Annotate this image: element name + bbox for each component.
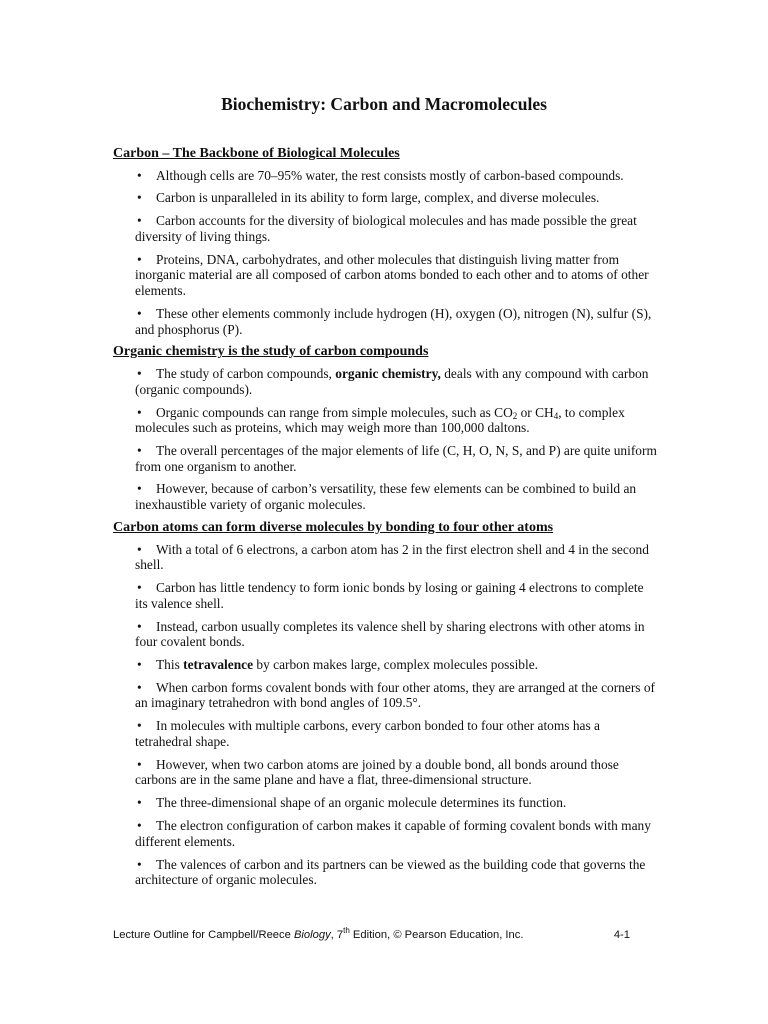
section-carbon-bonding <box>113 520 658 888</box>
section-heading: Carbon – The Backbone of Biological Molecules <box>113 146 400 161</box>
list-item <box>135 857 658 888</box>
bullet-icon: • <box>137 190 142 206</box>
bullet-text-post: , to complex molecules such as proteins, which may weigh more than 100,000 daltons. <box>135 404 625 436</box>
list-item <box>135 757 658 788</box>
list-item <box>135 168 658 184</box>
term-tetravalence: tetravalence <box>183 657 254 672</box>
bullet-icon: • <box>137 795 142 811</box>
list-item <box>135 190 658 206</box>
list-item <box>135 795 658 811</box>
bullet-text: However, because of carbon’s versatility, these few elements can be combined to build an inexhaustible variety of organic molecules. <box>135 481 637 513</box>
bullet-text: Instead, carbon usually completes its valence shell by sharing electrons with other atoms in four covalent bonds. <box>135 618 645 650</box>
list-item <box>135 252 658 299</box>
bullet-text: The electron configuration of carbon makes it capable of forming covalent bonds with many different elements. <box>135 818 651 849</box>
bullet-icon: • <box>137 679 142 695</box>
bullet-text: Carbon has little tendency to form ionic bonds by losing or gaining 4 electrons to complete its valence shell. <box>135 580 644 611</box>
bullet-icon: • <box>137 756 142 772</box>
bullet-text-post: by carbon makes large, complex molecules possible. <box>253 657 539 672</box>
section-heading: Carbon atoms can form diverse molecules by bonding to four other atoms <box>113 519 554 535</box>
list-item <box>135 306 658 337</box>
footer-text: Lecture Outline for Campbell/Reece <box>113 929 294 941</box>
list-item <box>135 443 658 474</box>
footer-citation <box>113 926 524 941</box>
bullet-text-pre: The study of carbon compounds, <box>156 366 336 382</box>
section-carbon-backbone <box>113 146 658 337</box>
bullet-icon: • <box>137 541 142 557</box>
bullet-text: When carbon forms covalent bonds with four other atoms, they are arranged at the corners of an imaginary tetrahedron with bond angles of 109.5°. <box>135 679 655 711</box>
footer-text: , 7 <box>330 929 344 941</box>
term-organic-chemistry: organic chemistry, <box>335 366 441 382</box>
bullet-text: However, when two carbon atoms are joined by a double bond, all bonds around those carbons are in the same plane and have a flat, three-dimensional structure. <box>135 756 619 788</box>
page-number: 4-1 <box>613 929 630 941</box>
bullet-text-pre: This <box>156 657 184 672</box>
bullet-text-mid: or CH <box>517 404 554 420</box>
list-item <box>135 619 658 650</box>
bullet-icon: • <box>137 580 142 596</box>
bullet-icon: • <box>137 481 142 497</box>
bullet-text: Carbon is unparalleled in its ability to form large, complex, and diverse molecules. <box>156 190 600 206</box>
list-item <box>135 366 658 397</box>
bullet-icon: • <box>137 818 142 834</box>
bullet-icon: • <box>137 856 142 872</box>
subscript: 4 <box>553 410 559 421</box>
bullet-icon: • <box>137 251 142 267</box>
bullet-icon: • <box>137 167 142 183</box>
footer-text: Edition, © Pearson Education, Inc. <box>349 929 524 941</box>
bullet-list <box>113 542 658 888</box>
bullet-list <box>113 168 658 338</box>
bullet-text: In molecules with multiple carbons, every carbon bonded to four other atoms has a tetrahedral shape. <box>135 718 600 749</box>
subscript: 2 <box>512 410 518 421</box>
superscript: th <box>343 926 350 935</box>
list-item <box>135 213 658 244</box>
bullet-icon: • <box>137 366 142 382</box>
list-item <box>135 657 658 673</box>
bullet-icon: • <box>137 213 142 229</box>
bullet-icon: • <box>137 657 142 672</box>
page-title: Biochemistry: Carbon and Macromolecules <box>221 94 547 114</box>
bullet-text: The overall percentages of the major elements of life (C, H, O, N, S, and P) are quite uniform from one organism to another. <box>135 442 657 474</box>
bullet-icon: • <box>137 718 142 734</box>
list-item <box>135 580 658 611</box>
bullet-text: Proteins, DNA, carbohydrates, and other molecules that distinguish living matter from inorganic material are all composed of carbon atoms bonded to each other and to atoms of other elements. <box>135 251 649 299</box>
list-item <box>135 818 658 849</box>
bullet-text: Although cells are 70–95% water, the rest consists mostly of carbon-based compounds. <box>156 167 624 183</box>
bullet-text: The valences of carbon and its partners can be viewed as the building code that governs the architecture of organic molecules. <box>135 856 646 888</box>
document-body <box>113 146 658 895</box>
bullet-icon: • <box>137 442 142 458</box>
list-item <box>135 405 658 436</box>
list-item <box>135 542 658 573</box>
list-item <box>135 718 658 749</box>
section-organic-chemistry <box>113 344 658 512</box>
list-item <box>135 481 658 512</box>
book-title: Biology <box>293 929 331 941</box>
section-heading: Organic chemistry is the study of carbon compounds <box>113 344 429 360</box>
bullet-text: With a total of 6 electrons, a carbon atom has 2 in the first electron shell and 4 in the second shell. <box>135 541 649 573</box>
bullet-icon: • <box>137 305 142 321</box>
bullet-text: The three-dimensional shape of an organic molecule determines its function. <box>156 795 567 811</box>
bullet-list <box>113 366 658 513</box>
bullet-text-post: deals with any compound with carbon (organic compounds). <box>135 366 649 397</box>
bullet-icon: • <box>137 618 142 634</box>
bullet-text: Carbon accounts for the diversity of biological molecules and has made possible the great diversity of living things. <box>135 213 637 244</box>
bullet-icon: • <box>137 404 142 420</box>
list-item <box>135 680 658 711</box>
bullet-text-pre: Organic compounds can range from simple molecules, such as CO <box>156 404 513 420</box>
bullet-text: These other elements commonly include hydrogen (H), oxygen (O), nitrogen (N), sulfur (S), and phosphorus (P). <box>135 305 652 337</box>
